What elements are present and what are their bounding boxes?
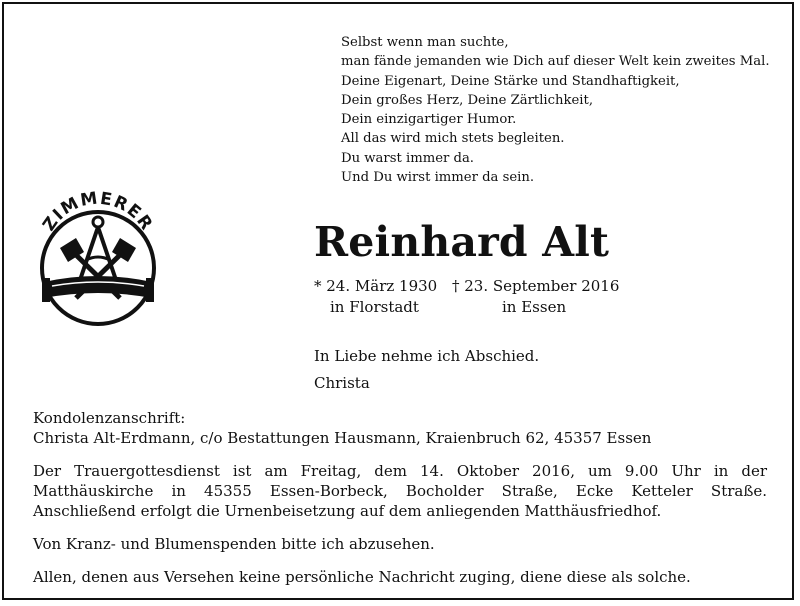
poem-line: Deine Eigenart, Deine Stärke und Standhaftigkeit,	[341, 73, 680, 89]
poem-line: Dein einzigartiger Humor.	[341, 112, 517, 128]
birth-info	[314, 276, 437, 318]
poem	[341, 33, 781, 187]
poem-line: Und Du wirst immer da sein.	[341, 170, 535, 186]
service-info: Der Trauergottesdienst ist am Freitag, dem 14. Oktober 2016, um 9.00 Uhr in der Matthäuskirche in 45355 Essen-Borbeck, Bocholder Straße, Ecke Ketteler Straße. Anschließend erfolgt die Urnenbeisetzung auf dem anliegenden Matthäusfriedhof.	[33, 462, 767, 520]
closing-note: Allen, denen aus Versehen keine persönliche Nachricht zuging, diene diese als solche.	[33, 568, 691, 586]
farewell	[314, 343, 539, 397]
death-info	[452, 276, 619, 318]
condolence-block	[33, 408, 767, 448]
signature: Christa	[314, 374, 370, 392]
poem-line: Dein großes Herz, Deine Zärtlichkeit,	[341, 92, 594, 108]
death-date: † 23. September 2016	[452, 277, 620, 295]
farewell-line: In Liebe nehme ich Abschied.	[314, 347, 540, 365]
poem-line: man fände jemanden wie Dich auf dieser Welt kein zweites Mal.	[341, 54, 770, 70]
condolence-label: Kondolenzanschrift:	[33, 409, 186, 427]
deceased-name: Reinhard Alt	[314, 218, 610, 266]
carpenter-guild-emblem-icon	[28, 186, 168, 328]
death-place: in Essen	[502, 298, 567, 316]
notice-body	[33, 408, 767, 600]
poem-line: Selbst wenn man suchte,	[341, 35, 509, 50]
flowers-note: Von Kranz- und Blumenspenden bitte ich abzusehen.	[33, 535, 435, 553]
poem-line: All das wird mich stets begleiten.	[341, 131, 565, 147]
condolence-address: Christa Alt-Erdmann, c/o Bestattungen Hausmann, Kraienbruch 62, 45357 Essen	[33, 429, 652, 447]
birth-date: * 24. März 1930	[314, 277, 438, 295]
logo-text: ZIMMERER	[39, 188, 157, 235]
poem-line: Du warst immer da.	[341, 150, 474, 166]
birth-place: in Florstadt	[330, 298, 419, 316]
